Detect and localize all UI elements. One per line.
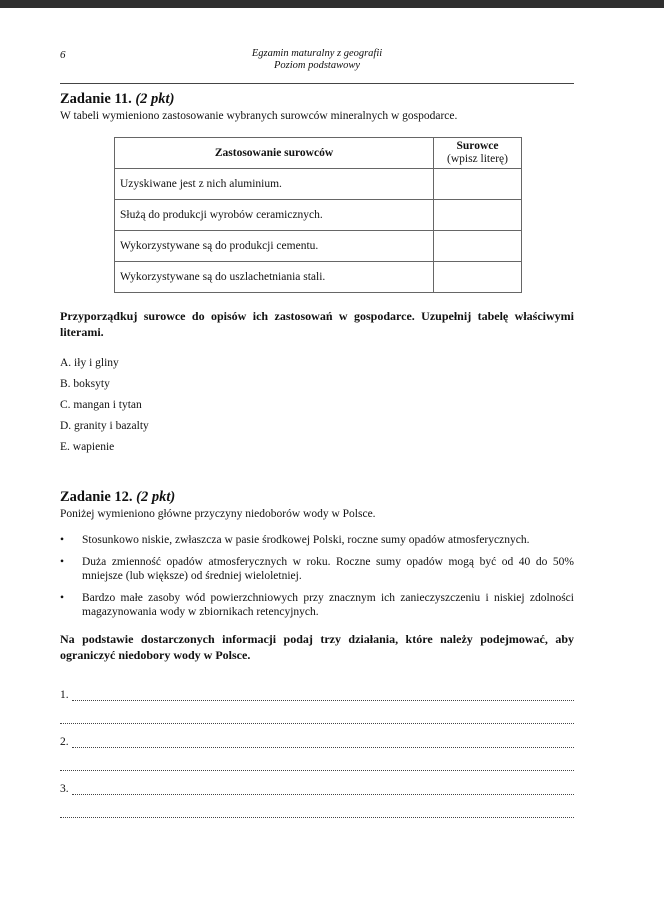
header-title <box>60 48 574 72</box>
top-frame-bar <box>0 0 664 8</box>
task-11-intro: W tabeli wymieniono zastosowanie wybranych surowców mineralnych w gospodarce. <box>60 110 458 122</box>
bullet-icon: • <box>60 534 65 546</box>
list-item <box>60 533 574 547</box>
answer-number: 2. <box>60 735 69 748</box>
list-item-text: Stosunkowo niskie, zwłaszcza w pasie środkowej Polski, roczne sumy opadów atmosferycznych. <box>82 534 530 546</box>
usage-cell: Służą do produkcji wyrobów ceramicznych. <box>115 200 434 231</box>
page-content <box>60 90 574 818</box>
task-11-heading <box>60 90 574 108</box>
list-item: B. boksyty <box>60 378 110 390</box>
dotted-line <box>72 690 574 701</box>
usage-cell: Uzyskiwane jest z nich aluminium. <box>115 169 434 200</box>
minerals-table <box>114 137 522 293</box>
table-header-row <box>115 138 522 169</box>
answer-cell[interactable] <box>434 200 522 231</box>
answer-line-3-continued[interactable] <box>60 795 574 819</box>
list-item: C. mangan i tytan <box>60 399 142 411</box>
dotted-line <box>60 807 574 818</box>
dotted-line <box>60 713 574 724</box>
usage-cell: Wykorzystywane są do uszlachetniania stali. <box>115 262 434 293</box>
answer-cell[interactable] <box>434 262 522 293</box>
task-12-title: Zadanie 12. <box>60 489 133 505</box>
answer-cell[interactable] <box>434 169 522 200</box>
bullet-icon: • <box>60 556 65 568</box>
dotted-line <box>60 760 574 771</box>
usage-cell: Wykorzystywane są do produkcji cementu. <box>115 231 434 262</box>
answer-lines <box>60 677 574 818</box>
list-item <box>60 555 574 583</box>
list-item: D. granity i bazalty <box>60 420 149 432</box>
task-12-instruction: Na podstawie dostarczonych informacji podaj trzy działania, które należy podejmować, aby ograniczyć niedobory wody w Polsce. <box>60 632 574 662</box>
answer-line-3[interactable] <box>60 771 574 795</box>
table-header-mineral-label: Surowce <box>456 140 499 152</box>
answer-line-2[interactable] <box>60 724 574 748</box>
header-title-line1: Egzamin maturalny z geografii <box>251 48 383 59</box>
task-12-points: (2 pkt) <box>136 489 176 505</box>
list-item: A. iły i gliny <box>60 357 119 369</box>
task-12-intro: Poniżej wymieniono główne przyczyny niedoborów wody w Polsce. <box>60 508 376 520</box>
answer-number: 1. <box>60 688 69 701</box>
answer-number: 3. <box>60 782 69 795</box>
answer-line-2-continued[interactable] <box>60 748 574 772</box>
list-item-text: Duża zmienność opadów atmosferycznych w roku. Roczne sumy opadów mogą być od 40 do 50% mniejsze (lub większe) od średniej wieloletniej. <box>82 556 574 582</box>
causes-list <box>60 533 574 619</box>
page-number: 6 <box>60 49 66 61</box>
table-header-mineral-hint: (wpisz literę) <box>447 153 508 165</box>
table-row <box>115 200 522 231</box>
answer-cell[interactable] <box>434 231 522 262</box>
task-11-title: Zadanie 11. <box>60 91 132 107</box>
dotted-line <box>72 784 574 795</box>
list-item: E. wapienie <box>60 441 115 453</box>
dotted-line <box>72 737 574 748</box>
task-12-heading <box>60 488 574 506</box>
answer-line-1[interactable] <box>60 677 574 701</box>
table-row <box>115 262 522 293</box>
task-11 <box>60 90 574 458</box>
header-title-line2: Poziom podstawowy <box>273 60 361 71</box>
exam-page <box>0 8 664 914</box>
mineral-options-list <box>60 353 574 458</box>
task-11-points: (2 pkt) <box>135 91 175 107</box>
task-12 <box>60 488 574 818</box>
table-header-mineral <box>434 138 522 169</box>
table-header-usage: Zastosowanie surowców <box>115 138 434 169</box>
answer-line-1-continued[interactable] <box>60 701 574 725</box>
bullet-icon: • <box>60 592 65 604</box>
list-item <box>60 591 574 619</box>
list-item-text: Bardzo małe zasoby wód powierzchniowych przy znacznym ich zanieczyszczeniu i niskiej zdolności magazynowania wody w zbiornikach retencyjnych. <box>82 592 574 618</box>
table-row <box>115 169 522 200</box>
table-row <box>115 231 522 262</box>
task-11-instruction: Przyporządkuj surowce do opisów ich zastosowań w gospodarce. Uzupełnij tabelę właściwymi literami. <box>60 309 574 339</box>
page-header <box>60 48 574 84</box>
